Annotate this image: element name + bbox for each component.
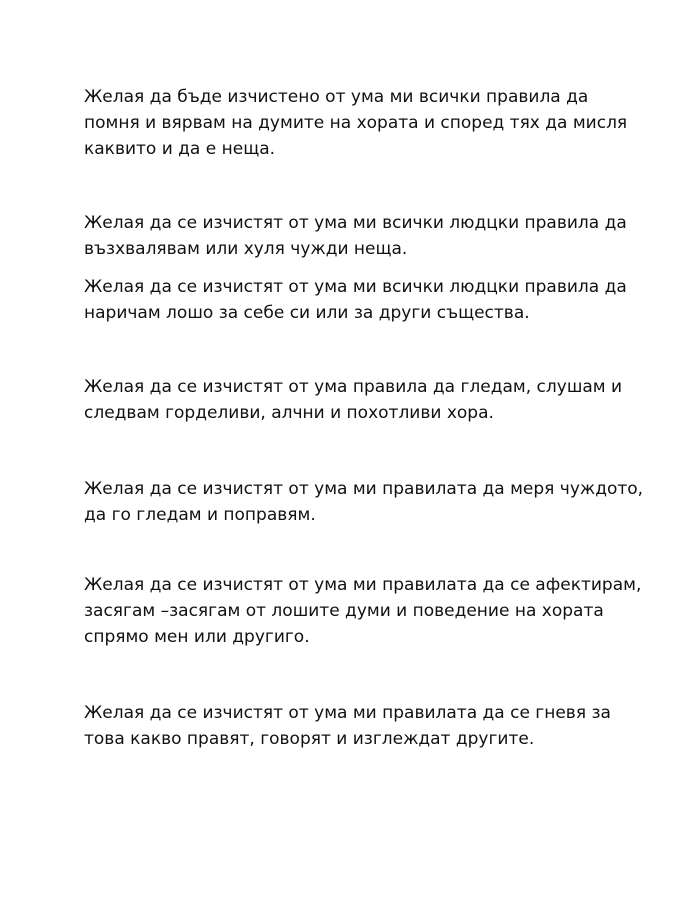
paragraph-7 [84, 700, 644, 752]
paragraph-line: следвам горделиви, алчни и похотливи хора. [84, 403, 494, 423]
paragraph-1 [84, 84, 644, 162]
paragraph-3 [84, 274, 644, 326]
paragraph-line: да го гледам и поправям. [84, 505, 316, 525]
paragraph-6 [84, 572, 644, 650]
paragraph-line: каквито и да е неща. [84, 139, 276, 159]
paragraph-4 [84, 374, 644, 426]
paragraph-line: Желая да се изчистят от ума правила да гледам, слушам и [84, 377, 623, 397]
paragraph-line: Желая да бъде изчистено от ума ми всички правила да [84, 87, 589, 107]
paragraph-line: Желая да се изчистят от ума ми правилата да се афектирам, [84, 575, 642, 595]
paragraph-line: наричам лошо за себе си или за други същества. [84, 303, 530, 323]
paragraph-line: Желая да се изчистят от ума ми всички людцки правила да [84, 277, 627, 297]
paragraph-line: помня и вярвам на думите на хората и според тях да мисля [84, 113, 628, 133]
paragraph-2 [84, 210, 644, 262]
paragraph-line: Желая да се изчистят от ума ми правилата да меря чуждото, [84, 479, 644, 499]
paragraph-line: Желая да се изчистят от ума ми правилата да се гневя за [84, 703, 611, 723]
paragraph-line: засягам –засягам от лошите думи и поведение на хората [84, 601, 604, 621]
paragraph-line: Желая да се изчистят от ума ми всички людцки правила да [84, 213, 627, 233]
paragraph-5 [84, 476, 644, 528]
paragraph-line: това какво правят, говорят и изглеждат другите. [84, 729, 535, 749]
paragraph-line: възхвалявам или хуля чужди неща. [84, 239, 408, 259]
paragraph-line: спрямо мен или другиго. [84, 627, 310, 647]
